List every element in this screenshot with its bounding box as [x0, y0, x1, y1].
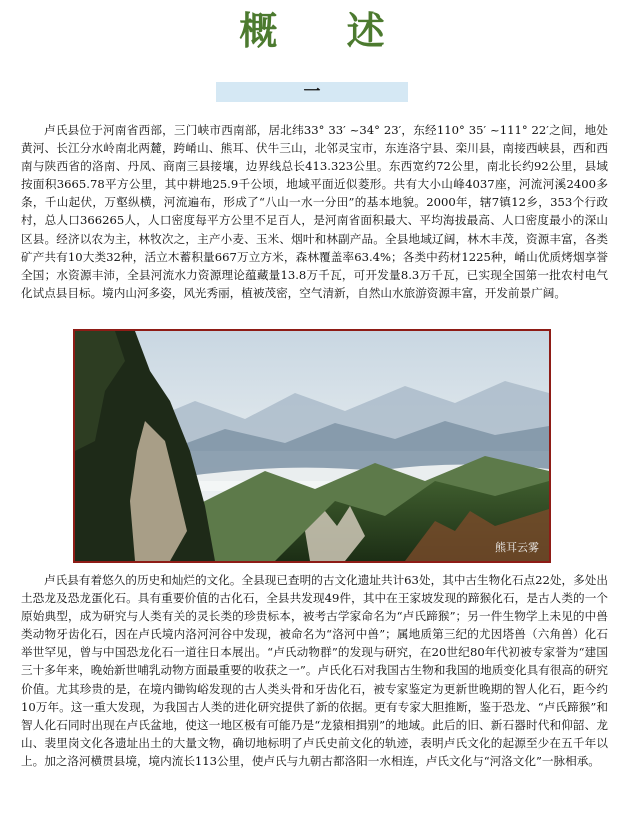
landscape-photo	[73, 329, 551, 563]
paragraph-geography: 卢氏县位于河南省西部，三门峡市西南部，居北纬33° 33′ ~34° 23′，东经110° 35′ ~111° 22′之间，地处黄河、长江分水岭南北两麓，跨崤山、熊耳、伏牛三山，北邻灵宝市，东连洛宁县、栾川县，南接西峡县，西和西南与陕西省的洛南、丹凤、商南三县接壤，边界线总长413.323公里。东西宽约72公里，南北长约92公里，县域按面积3665.78平方公里，其中耕地25.9千公顷，地域平面近似菱形。共有大小山峰4037座，河流河溪2400多条，千山起伏，万壑纵横，河流遍布，形成了“八山一水一分田”的基本地貌。2000年，辖7镇12乡，353个行政村，总人口366265人，人口密度每平方公里不足百人，是河南省面积最大、平均海拔最高、人口密度最小的深山区县。经济以农为主，林牧次之，主产小麦、玉米、烟叶和林副产品。全县地域辽阔，林木丰茂，资源丰富，各类矿产共有10大类32种，活立木蓄积量667万立方米，森林覆盖率63.4%；各类中药材1225种，崤山优质烤烟享誉全国；水资源丰沛，全县河流水力资源理论蕴藏量13.8万千瓦，可开发量8.3万千瓦，已实现全国第一批农村电气化试点县目标。境内山河多姿，风光秀丽，植被茂密，空气清新，自然山水旅游资源丰富，开发前景广阔。	[21, 123, 608, 300]
mountain-mist-image	[75, 331, 549, 561]
page-title: 概 述	[239, 8, 413, 53]
section-numeral: 一	[303, 82, 321, 102]
paragraph-history: 卢氏县有着悠久的历史和灿烂的文化。全县现已查明的古文化遗址共计63处，其中古生物化石点22处，多处出土恐龙及恐龙蛋化石。具有重要价值的古化石，全县共发现49件，其中在王家坡发现的蹄猴化石，是古人类的一个原始典型，成为研究与人类有关的灵长类的珍贵标本，被考古学家命名为“卢氏蹄猴”；另一件生物学上未见的中兽类动物牙齿化石，因在卢氏境内洛河河谷中发现，被命名为“洛河中兽”；属地质第三纪的尤因塔兽（六角兽）化石举世罕见，曾与中国恐龙化石一道往日本展出。“卢氏动物群”的发现与研究，在20世纪80年代初被专家誉为“建国三十多年来，晚始新世哺乳动物方面最重要的收获之一”。卢氏化石对我国古生物和我国的地质变化具有很高的研究价值。尤其珍贵的是，在境内锄钩峪发现的古人类头骨和牙齿化石，被专家鉴定为更新世晚期的智人化石，距今约10万年。这一重大发现，为我国古人类的进化研究提供了新的依据。更有专家大胆推断，鉴于恐龙、“卢氏蹄猴”和智人化石同时出现在卢氏盆地，使这一地区极有可能乃是“龙猿相揖别”的地域。此后的旧、新石器时代和仰韶、龙山、裴里岗文化各遗址出土的大量文物，确切地标明了卢氏史前文化的轨迹，表明卢氏文化的起源至少在五千年以上。加之洛河横贯县境，境内流长113公里，使卢氏与九朝古都洛阳一水相连，卢氏文化与“河洛文化”一脉相承。	[21, 573, 608, 768]
photo-caption: 熊耳云雾	[495, 541, 539, 554]
section-heading	[216, 82, 408, 102]
